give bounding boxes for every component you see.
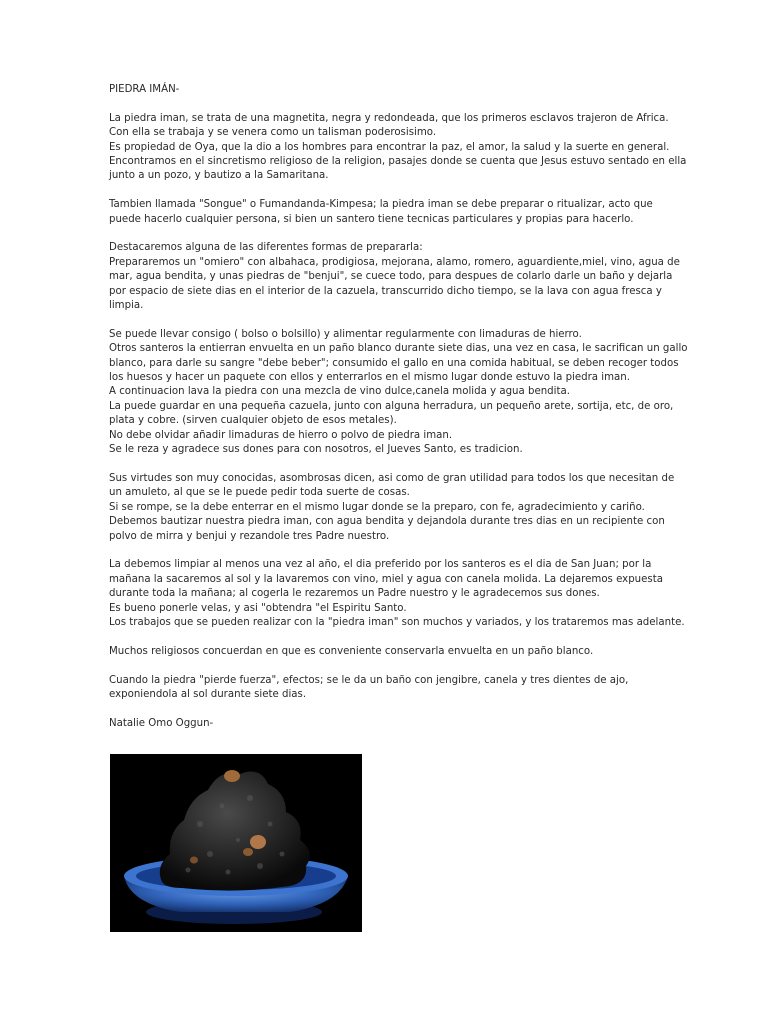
author-signature: Natalie Omo Oggun- <box>109 717 214 729</box>
text-line: Si se rompe, se la debe enterrar en el mismo lugar donde se la preparo, con fe, agradecimiento y cariño. <box>109 501 645 513</box>
text-line: Con ella se trabaja y se venera como un talisman poderosisimo. <box>109 127 437 139</box>
text-line: La puede guardar en una pequeña cazuela, junto con alguna herradura, un pequeño arete, sortija, etc, de oro, <box>109 400 674 412</box>
text-line: puede hacerlo cualquier persona, si bien un santero tiene tecnicas particulares y propias para hacerlo. <box>109 213 634 225</box>
text-line: durante toda la mañana; al cogerla le rezaremos un Padre nuestro y le agradecemos sus dones. <box>109 588 600 600</box>
text-line: No debe olvidar añadir limaduras de hierro o polvo de piedra iman. <box>109 429 453 441</box>
text-line: un amuleto, al que se le puede pedir toda suerte de cosas. <box>109 487 410 499</box>
paragraph-gap <box>109 97 669 111</box>
text-line: Tambien llamada "Songue" o Fumandanda-Kimpesa; la piedra iman se debe preparar o ritualizar, acto que <box>109 199 653 211</box>
text-line: Cuando la piedra "pierde fuerza", efectos; se le da un baño con jengibre, canela y tres dientes de ajo, <box>109 674 629 686</box>
paragraph-gap <box>109 313 669 327</box>
text-line: Otros santeros la entierran envuelta en un paño blanco durante siete dias, una vez en casa, le sacrifican un gallo <box>109 343 688 355</box>
paragraph-gap <box>109 630 669 644</box>
text-line: Debemos bautizar nuestra piedra iman, con agua bendita y dejandola durante tres dias en un recipiente con <box>109 516 665 528</box>
text-line: Se le reza y agradece sus dones para con nosotros, el Jueves Santo, es tradicion. <box>109 444 523 456</box>
text-line: Destacaremos alguna de las diferentes formas de prepararla: <box>109 242 423 254</box>
text-line: Prepararemos un "omiero" con albahaca, prodigiosa, mejorana, alamo, romero, aguardiente,miel, vino, agua de <box>109 256 680 268</box>
paragraph-gap <box>109 544 669 558</box>
text-line: por espacio de siete dias en el interior de la cazuela, transcurrido dicho tiempo, se la lava con agua fresca y <box>109 285 662 297</box>
text-line: limpia. <box>109 300 144 312</box>
text-line: Es bueno ponerle velas, y asi "obtendra "el Espiritu Santo. <box>109 602 407 614</box>
paragraph-3 <box>109 241 680 313</box>
text-line: plata y cobre. (sirven cualquier objeto de esos metales). <box>109 415 397 427</box>
text-line: A continuacion lava la piedra con una mezcla de vino dulce,canela molida y agua bendita. <box>109 386 570 398</box>
lodestone-bowl-illustration <box>110 754 362 932</box>
paragraph-6 <box>109 558 685 630</box>
text-line: blanco, para darle su sangre "debe beber"; consumido el gallo en una comida habitual, se deben recoger todos <box>109 357 679 369</box>
text-line: polvo de mirra y benjui y rezandole tres Padre nuestro. <box>109 530 390 542</box>
paragraph-2 <box>109 198 669 227</box>
text-line: Se puede llevar consigo ( bolso o bolsillo) y alimentar regularmente con limaduras de hierro. <box>109 328 582 340</box>
document-body <box>109 83 688 731</box>
paragraph-4 <box>109 328 688 458</box>
paragraph-gap <box>109 659 669 673</box>
text-line: mañana la sacaremos al sol y la lavaremos con vino, miel y agua con canela molida. La dejaremos expuesta <box>109 573 663 585</box>
paragraph-gap <box>109 458 669 472</box>
text-line: Es propiedad de Oya, que la dio a los hombres para encontrar la paz, el amor, la salud y la suerte en general. <box>109 141 670 153</box>
paragraph-1 <box>109 112 687 184</box>
text-line: Muchos religiosos concuerdan en que es conveniente conservarla envuelta en un paño blanco. <box>109 645 594 657</box>
text-line: mar, agua bendita, y unas piedras de "benjui", se cuece todo, para despues de colarlo darle un baño y dejarla <box>109 271 673 283</box>
text-line: exponiendola al sol durante siete dias. <box>109 688 307 700</box>
paragraph-gap <box>109 184 669 198</box>
text-line: Los trabajos que se pueden realizar con la "piedra iman" son muchos y variados, y los trataremos mas adelante. <box>109 616 685 628</box>
lodestone-photo <box>110 754 362 932</box>
document-title: PIEDRA IMÁN- <box>109 84 180 95</box>
text-line: Sus virtudes son muy conocidas, asombrosas dicen, asi como de gran utilidad para todos los que necesitan de <box>109 472 675 484</box>
paragraph-gap <box>109 702 669 716</box>
paragraph-5 <box>109 472 675 544</box>
paragraph-8 <box>109 674 669 703</box>
text-line: La debemos limpiar al menos una vez al año, el dia preferido por los santeros es el dia de San Juan; por la <box>109 559 652 571</box>
text-line: Encontramos en el sincretismo religioso de la religion, pasajes donde se cuenta que Jesus estuvo sentado en ella <box>109 156 687 168</box>
paragraph-7 <box>109 645 669 659</box>
text-line: junto a un pozo, y bautizo a la Samaritana. <box>109 170 329 182</box>
paragraph-gap <box>109 227 669 241</box>
text-line: La piedra iman, se trata de una magnetita, negra y redondeada, que los primeros esclavos trajeron de Africa. <box>109 112 669 124</box>
text-line: los huesos y hacer un paquete con ellos y enterrarlos en el mismo lugar donde estuvo la piedra iman. <box>109 372 630 384</box>
